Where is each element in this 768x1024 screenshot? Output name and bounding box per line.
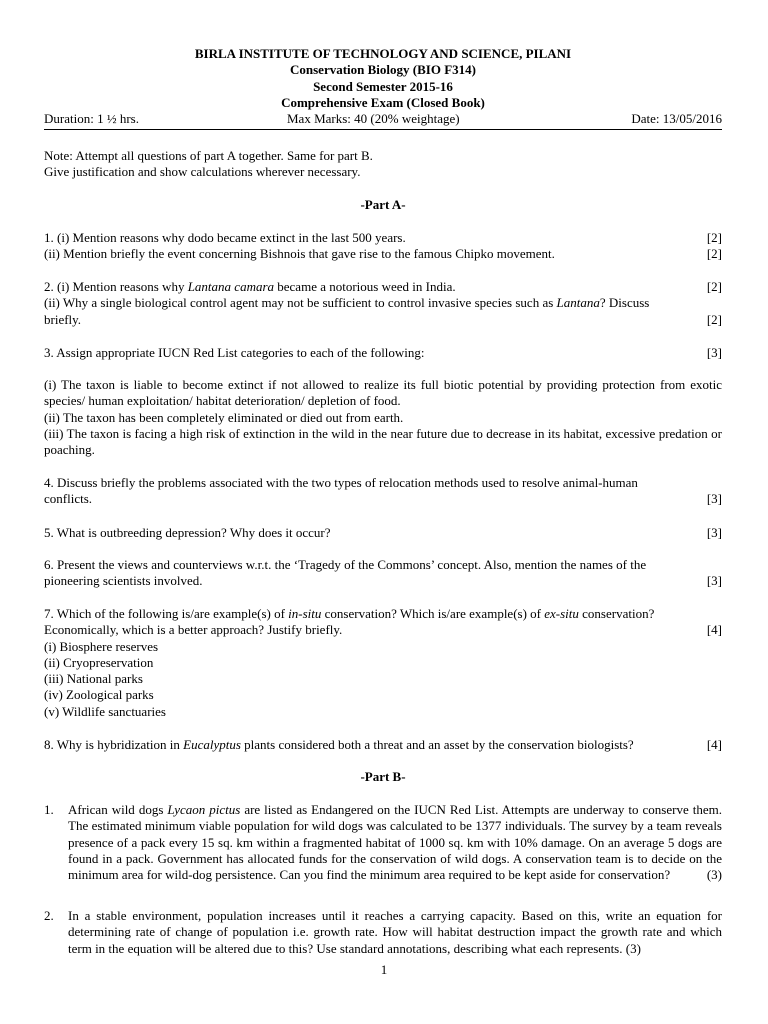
- marks: (3): [625, 940, 641, 956]
- semester: Second Semester 2015-16: [313, 78, 453, 94]
- marks: [2]: [706, 279, 722, 294]
- marks: [4]: [706, 737, 722, 752]
- marks: [3]: [706, 525, 722, 540]
- list-item: (v) Wildlife sanctuaries: [44, 703, 166, 719]
- part-a-title: -Part A-: [360, 197, 406, 212]
- list-item: (i) Biosphere reserves: [44, 638, 159, 654]
- marks: [2]: [706, 246, 722, 262]
- marks: [2]: [706, 230, 722, 245]
- duration: Duration: 1 ½ hrs.: [44, 111, 139, 126]
- question-a5: 5. What is outbreeding depression? Why does it occur? [3]: [44, 525, 722, 540]
- marks: [3]: [706, 491, 722, 507]
- question-a8: 8. Why is hybridization in Eucalyptus plants considered both a threat and an asset by the conservation biologists? [4]: [44, 737, 722, 752]
- exam-header: [44, 46, 722, 111]
- page-number: 1: [380, 962, 388, 977]
- marks: [3]: [706, 573, 722, 589]
- part-b-title: -Part B-: [360, 769, 406, 784]
- instructions-note: Note: Attempt all questions of part A together. Same for part B. Give justification and show calculations wherever necessary.: [44, 148, 373, 180]
- question-a3: 3. Assign appropriate IUCN Red List categories to each of the following: [3]: [44, 345, 722, 360]
- course-title: Conservation Biology (BIO F314): [290, 62, 476, 78]
- question-a7: 7. Which of the following is/are example(s) of in-situ conservation? Which is/are example(s) of ex-situ conservation? Economically, which is a better approach? Justify briefly. [4] (i) Biosphere reserves (ii) Cryopreservation (iii) National parks (iv) Zoological parks (v) Wildlife sanctuaries: [44, 606, 722, 719]
- list-item: (iv) Zoological parks: [44, 687, 154, 703]
- question-a4: 4. Discuss briefly the problems associated with the two types of relocation methods used to resolve animal-human conflicts. [3]: [44, 475, 722, 507]
- institute-name: BIRLA INSTITUTE OF TECHNOLOGY AND SCIENCE, PILANI: [194, 46, 572, 61]
- marks: (3): [706, 867, 722, 883]
- marks: [4]: [706, 622, 722, 638]
- marks: [3]: [706, 345, 722, 360]
- question-b2: 2. In a stable environment, population increases until it reaches a carrying capacity. Based on this, write an equation for determining rate of change of population i.e. growth rate. How will habitat destruction impact the growth rate and which term in the equation will be altered due to this? Use standard annotations, describing what each represents. (3): [44, 908, 722, 956]
- question-a1: 1. (i) Mention reasons why dodo became extinct in the last 500 years. [2] (ii) Mention briefly the event concerning Bishnois that gave rise to the famous Chipko movement. [2]: [44, 230, 722, 262]
- question-a2: 2. (i) Mention reasons why Lantana camara became a notorious weed in India. [2] (ii) Why a single biological control agent may not be sufficient to control invasive species such as Lantana? Discuss briefly. [2]: [44, 279, 722, 327]
- question-a3-items: (i) The taxon is liable to become extinct if not allowed to realize its full biotic potential by providing protection from exotic species/ human exploitation/ habitat deterioration/ depletion of food. (ii) The taxon has been completely eliminated or died out from earth. (iii) The taxon is facing a high risk of extinction in the wild in the near future due to decrease in its habitat, excessive predation or poaching.: [44, 377, 722, 458]
- marks: [2]: [706, 311, 722, 327]
- exam-type: Comprehensive Exam (Closed Book): [281, 94, 485, 110]
- max-marks: Max Marks: 40 (20% weightage): [287, 111, 460, 126]
- list-item: (iii) National parks: [44, 671, 143, 687]
- exam-date: Date: 13/05/2016: [631, 111, 722, 126]
- list-item: (ii) Cryopreservation: [44, 654, 154, 670]
- question-a6: 6. Present the views and counterviews w.r.t. the ‘Tragedy of the Commons’ concept. Also, mention the names of the pioneering scientists involved. [3]: [44, 557, 722, 589]
- exam-meta: [44, 111, 722, 130]
- question-b1: 1. African wild dogs Lycaon pictus are listed as Endangered on the IUCN Red List. Attempts are underway to conserve them. The estimated minimum viable population for wild dogs was calculated to be 1377 individuals. The survey by a team reveals presence of a pack every 15 sq. km within a fragmented habitat of 1000 sq. km with 10% damage. On an average 5 dogs are found in a pack. Government has allocated funds for the conservation of wild dogs. A conservation team is to decide on the minimum area for wild-dog persistence. Can you find the minimum area required to be kept aside for conservation? (3): [44, 802, 722, 883]
